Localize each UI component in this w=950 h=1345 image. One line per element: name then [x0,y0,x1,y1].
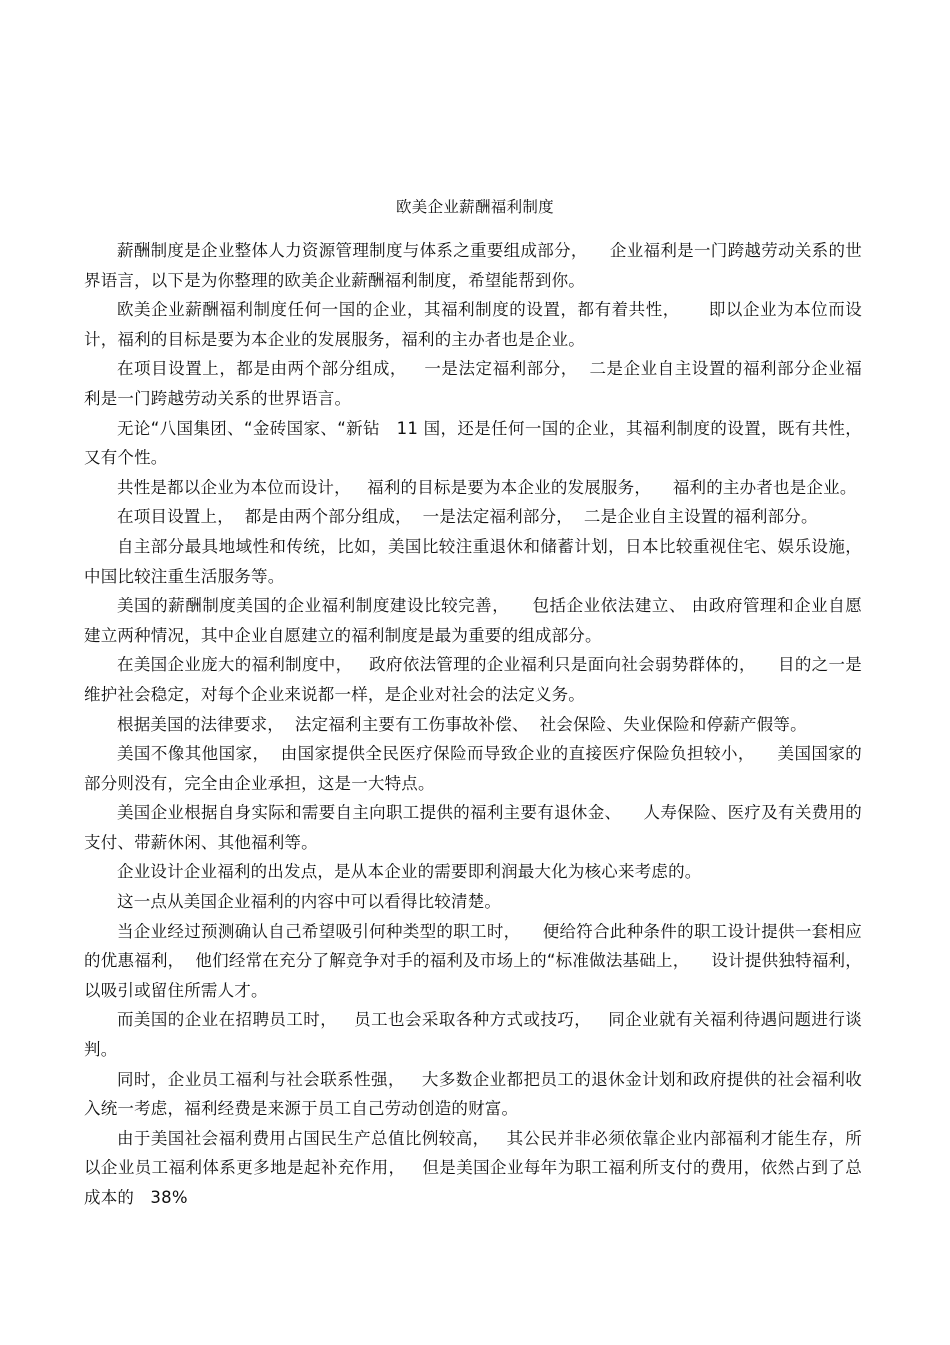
paragraph: 薪酬制度是企业整体人力资源管理制度与体系之重要组成部分， 企业福利是一门跨越劳动关系的世界语言，以下是为你整理的欧美企业薪酬福利制度，希望能帮到你。 [84,241,862,290]
paragraph: 企业设计企业福利的出发点，是从本企业的需要即利润最大化为核心来考虑的。 [117,862,702,882]
paragraph: 而美国的企业在招聘员工时， 员工也会采取各种方式或技巧， 同企业就有关福利待遇问题进行谈判。 [84,1010,862,1060]
paragraph: 美国企业根据自身实际和需要自主向职工提供的福利主要有退休金、 人寿保险、医疗及有关费用的支付、带薪休闲、其他福利等。 [84,803,862,852]
paragraph: 无论“八国集团、“金砖国家、“新钻 11 国，还是任何一国的企业，其福利制度的设置，既有共性，又有个性。 [84,418,862,468]
paragraph: 在美国企业庞大的福利制度中， 政府依法管理的企业福利只是面向社会弱势群体的， 目的之一是维护社会稳定，对每个企业来说都一样，是企业对社会的法定义务。 [84,655,862,704]
paragraph: 共性是都以企业为本位而设计， 福利的目标是要为本企业的发展服务， 福利的主办者也是企业。 [117,477,857,497]
paragraph: 根据美国的法律要求， 法定福利主要有工伤事故补偿、 社会保险、失业保险和停薪产假等。 [117,714,807,734]
paragraph: 这一点从美国企业福利的内容中可以看得比较清楚。 [117,892,502,912]
document-body [84,236,862,1213]
document-title: 欧美企业薪酬福利制度 [395,198,554,216]
paragraph: 美国的薪酬制度美国的企业福利制度建设比较完善， 包括企业依法建立、 由政府管理和企业自愿建立两种情况，其中企业自愿建立的福利制度是最为重要的组成部分。 [84,596,862,645]
paragraph: 由于美国社会福利费用占国民生产总值比例较高， 其公民并非必须依靠企业内部福利才能生存，所以企业员工福利体系更多地是起补充作用， 但是美国企业每年为职工福利所支付的费用，依然占到了总成本的 38% [84,1128,862,1207]
paragraph: 在项目设置上， 都是由两个部分组成， 一是法定福利部分， 二是企业自主设置的福利部分。 [117,507,818,527]
paragraph: 同时，企业员工福利与社会联系性强， 大多数企业都把员工的退休金计划和政府提供的社会福利收入统一考虑，福利经费是来源于员工自己劳动创造的财富。 [84,1069,862,1119]
paragraph: 美国不像其他国家， 由国家提供全民医疗保险而导致企业的直接医疗保险负担较小， 美国国家的部分则没有，完全由企业承担，这是一大特点。 [84,744,862,793]
paragraph: 当企业经过预测确认自己希望吸引何种类型的职工时， 便给符合此种条件的职工设计提供一套相应的优惠福利， 他们经常在充分了解竞争对手的福利及市场上的“标准做法基础上， 设计提供独特福利，以吸引或留住所需人才。 [84,921,862,1000]
paragraph: 在项目设置上，都是由两个部分组成， 一是法定福利部分， 二是企业自主设置的福利部分企业福利是一门跨越劳动关系的世界语言。 [84,359,862,408]
paragraph: 自主部分最具地域性和传统，比如，美国比较注重退休和储蓄计划，日本比较重视住宅、娱乐设施，中国比较注重生活服务等。 [84,536,862,586]
paragraph: 欧美企业薪酬福利制度任何一国的企业，其福利制度的设置，都有着共性， 即以企业为本位而设计，福利的目标是要为本企业的发展服务，福利的主办者也是企业。 [84,300,862,349]
